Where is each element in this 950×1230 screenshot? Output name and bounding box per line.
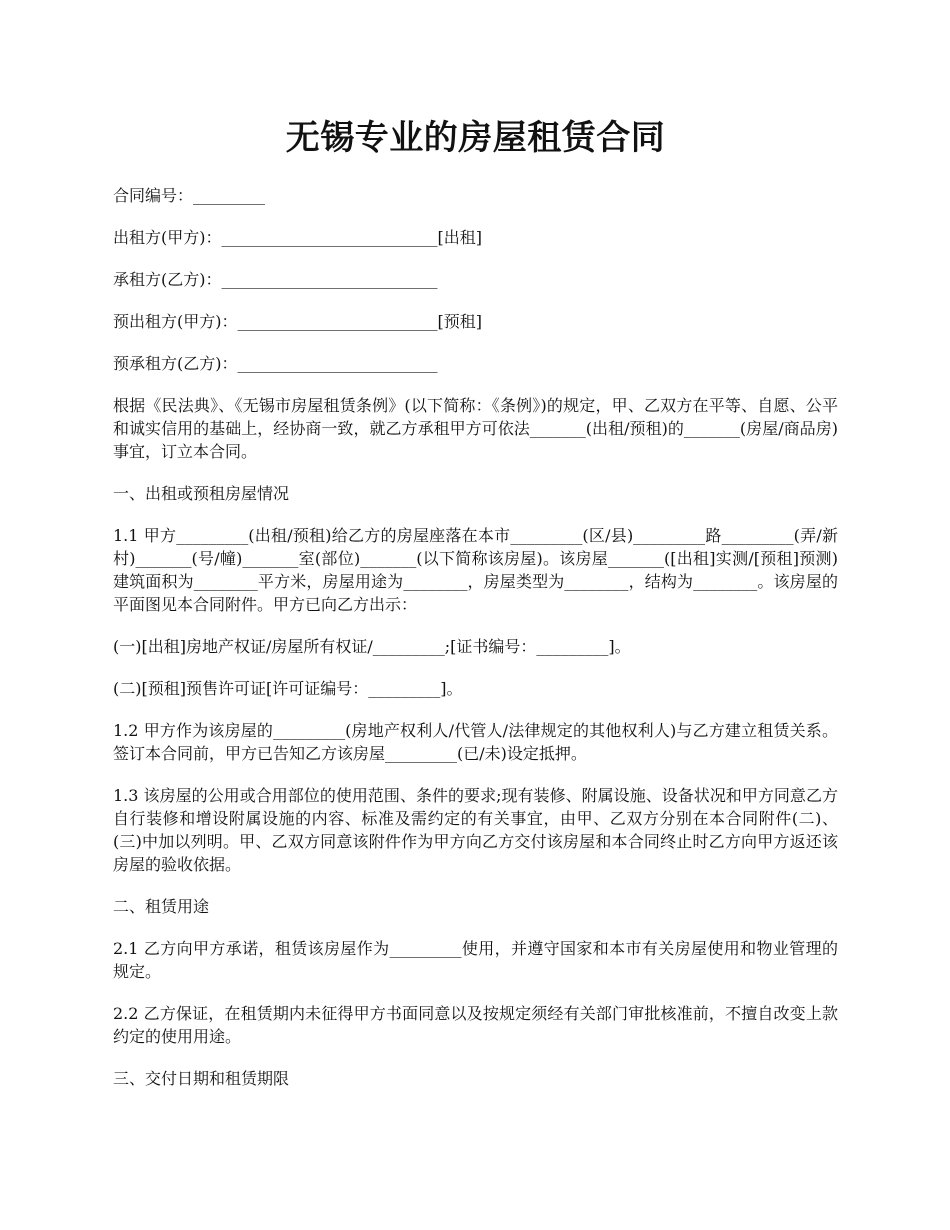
lessor-line: 出租方(甲方)：___________________________[出租] (113, 228, 482, 247)
lessee-line: 承租方(乙方)：___________________________ (113, 270, 438, 289)
document-body (113, 184, 838, 1090)
document-page (113, 0, 838, 1109)
section-heading-2: 二、租赁用途 (113, 897, 210, 916)
pre-lessor-line: 预出租方(甲方)：_________________________[预租] (113, 312, 482, 331)
clause-1-1-item-2: (二)[预租]预售许可证[许可证编号：_________]。 (113, 679, 463, 698)
section-heading-1: 一、出租或预租房屋情况 (113, 484, 290, 503)
clause-1-1-item-1: (一)[出租]房地产权证/房屋所有权证/_________;[证书编号：_________]。 (113, 637, 631, 656)
clause-2-1: 2.1 乙方向甲方承诺，租赁该房屋作为_________使用，并遵守国家和本市有关房屋使用和物业管理的规定。 (113, 939, 838, 981)
document-title: 无锡专业的房屋租赁合同 (285, 118, 666, 158)
preamble-paragraph: 根据《民法典》、《无锡市房屋租赁条例》(以下简称：《条例》)的规定，甲、乙双方在平等、自愿、公平和诚实信用的基础上，经协商一致，就乙方承租甲方可依法_______(出租/预租)的_______(房屋/商品房)事宜，订立本合同。 (113, 396, 838, 461)
clause-2-2: 2.2 乙方保证，在租赁期内未征得甲方书面同意以及按规定须经有关部门审批核准前，不擅自改变上款约定的使用用途。 (113, 1004, 838, 1046)
section-heading-3: 三、交付日期和租赁期限 (113, 1069, 290, 1088)
clause-1-2: 1.2 甲方作为该房屋的_________(房地产权利人/代管人/法律规定的其他权利人)与乙方建立租赁关系。签订本合同前，甲方已告知乙方该房屋_________(已/未)设定抵押。 (113, 721, 838, 763)
contract-number-line: 合同编号：_________ (113, 186, 266, 205)
clause-1-1: 1.1 甲方_________(出租/预租)给乙方的房屋座落在本市_________(区/县)_________路_________(弄/新村)_______(号/幢)_______室(部位)_______(以下简称该房屋)。该房屋_______([出租]实测/[预租]预测)建筑面积为________平方米，房屋用途为________，房屋类型为________，结构为________。该房屋的平面图见本合同附件。甲方已向乙方出示： (113, 526, 838, 614)
pre-lessee-line: 预承租方(乙方)：_________________________ (113, 354, 438, 373)
clause-1-3: 1.3 该房屋的公用或合用部位的使用范围、条件的要求;现有装修、附属设施、设备状况和甲方同意乙方自行装修和增设附属设施的内容、标准及需约定的有关事宜，由甲、乙双方分别在本合同附件(二)、(三)中加以列明。甲、乙双方同意该附件作为甲方向乙方交付该房屋和本合同终止时乙方向甲方返还该房屋的验收依据。 (113, 786, 838, 874)
